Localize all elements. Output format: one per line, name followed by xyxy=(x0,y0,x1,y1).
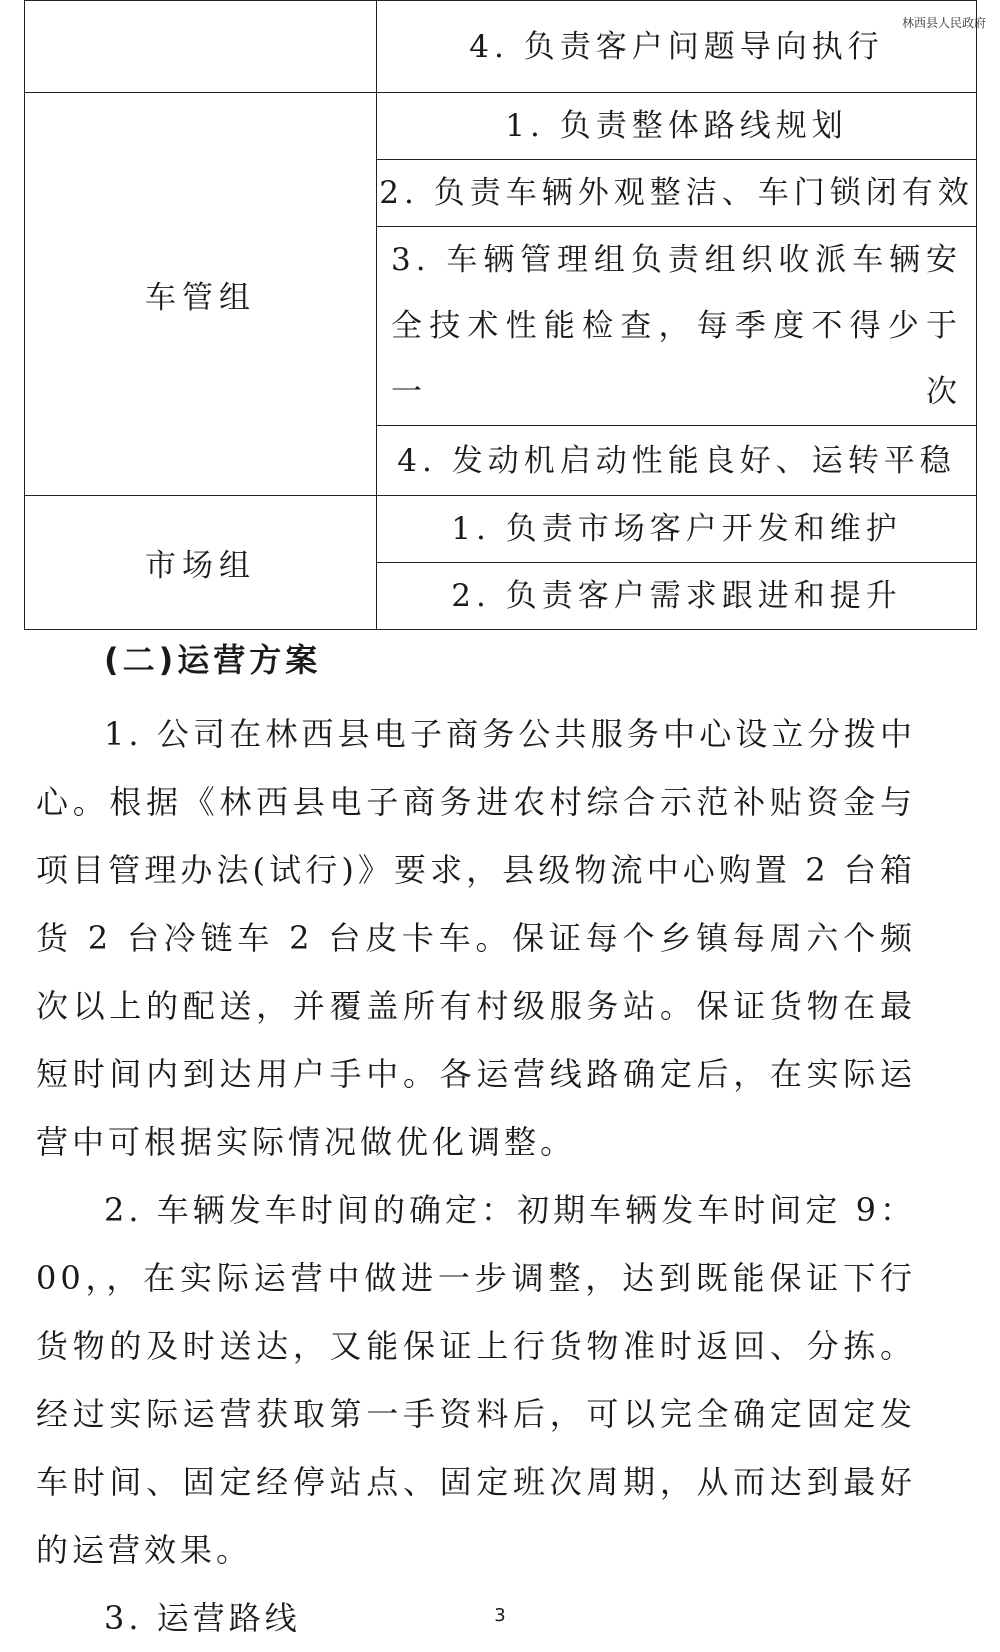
table-row xyxy=(25,496,977,563)
task-cell: 2. 负责客户需求跟进和提升 xyxy=(377,563,977,630)
paragraph: 3. 运营路线 xyxy=(104,1599,301,1637)
section-heading: (二)运营方案 xyxy=(104,641,322,679)
table-row xyxy=(25,1,977,93)
group-cell-empty xyxy=(25,1,377,93)
watermark: 林西县人民政府 xyxy=(901,16,986,30)
task-cell: 2. 负责车辆外观整洁、车门锁闭有效 xyxy=(377,160,977,227)
responsibility-table xyxy=(24,0,977,630)
group-cell-vehicle: 车管组 xyxy=(25,93,377,496)
paragraph: 1. 公司在林西县电子商务公共服务中心设立分拨中心。根据《林西县电子商务进农村综合示范补贴资金与项目管理办法(试行)》要求，县级物流中心购置 2 台箱货 2 台冷链车 2 台皮卡车。保证每个乡镇每周六个频次以上的配送，并覆盖所有村级服务站。保证货物在最短时间内到达用户手中。各运营线路确定后，在实际运营中可根据实际情况做优化调整。 xyxy=(36,715,916,1161)
task-cell: 1. 负责整体路线规划 xyxy=(377,93,977,160)
group-cell-market: 市场组 xyxy=(25,496,377,630)
table-row xyxy=(25,93,977,160)
task-cell: 4. 负责客户问题导向执行 xyxy=(377,1,977,93)
page-number: 3 xyxy=(494,1605,506,1626)
task-cell: 3. 车辆管理组负责组织收派车辆安全技术性能检查，每季度不得少于一次 xyxy=(377,227,977,426)
task-cell: 4. 发动机启动性能良好、运转平稳 xyxy=(377,426,977,496)
body-text xyxy=(36,700,916,1652)
task-cell: 1. 负责市场客户开发和维护 xyxy=(377,496,977,563)
paragraph: 2. 车辆发车时间的确定：初期车辆发车时间定 9：00，，在实际运营中做进一步调整，达到既能保证下行货物的及时送达，又能保证上行货物准时返回、分拣。经过实际运营获取第一手资料后，可以完全确定固定发车时间、固定经停站点、固定班次周期，从而达到最好的运营效果。 xyxy=(36,1191,916,1569)
